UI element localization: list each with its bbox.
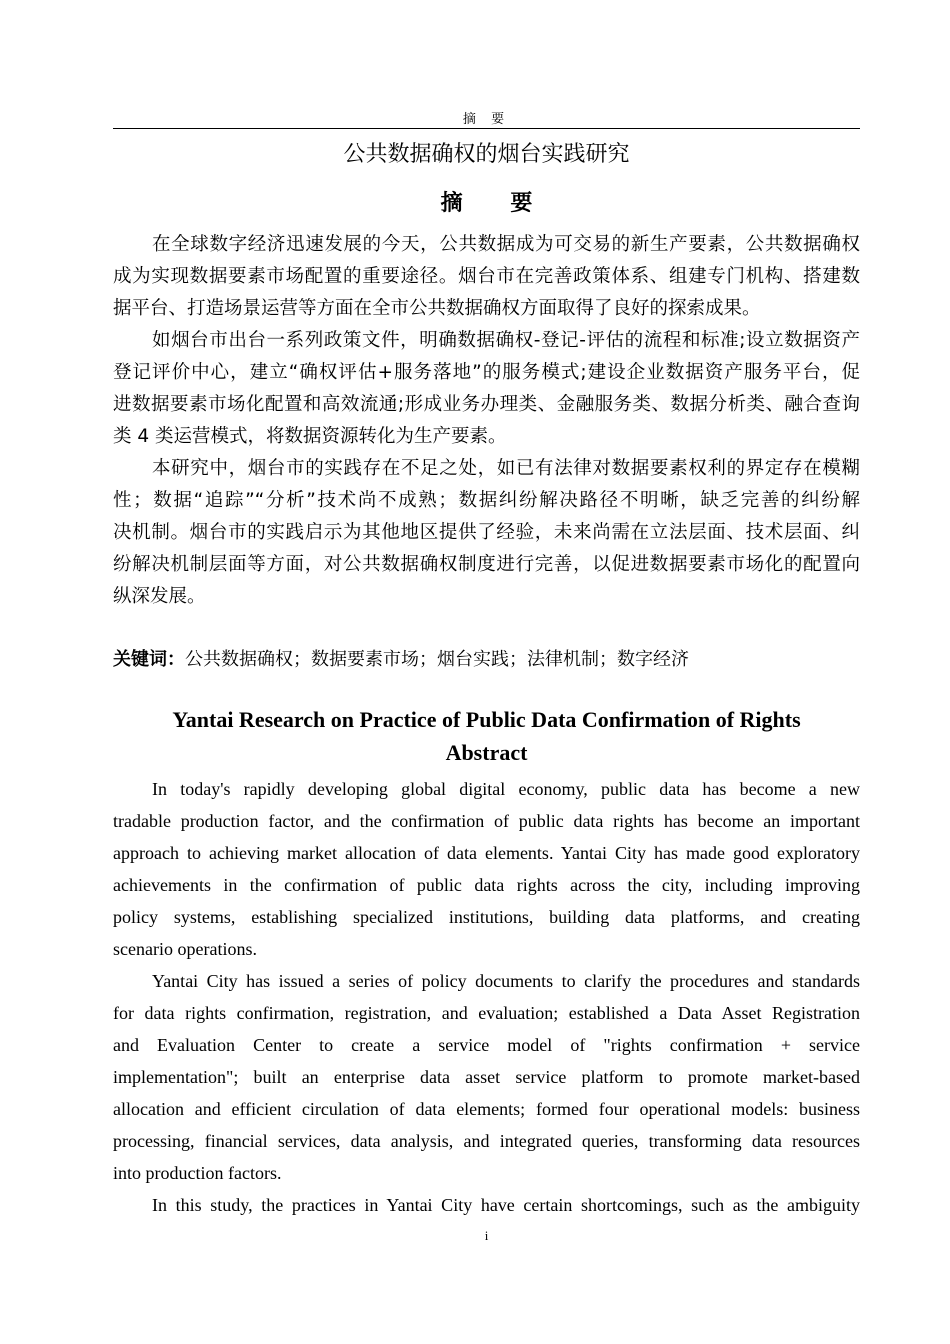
- page-number: i: [484, 1228, 489, 1243]
- paragraph-line: approach to achieving market allocation of data elements. Yantai City has made good exploratory: [113, 843, 860, 863]
- chinese-title: 公共数据确权的烟台实践研究: [343, 142, 630, 167]
- paragraph-line: 在全球数字经济迅速发展的今天，公共数据成为可交易的新生产要素，公共数据确权: [152, 234, 860, 255]
- paragraph-line: 登记评价中心，建立“确权评估+服务落地”的服务模式;建设企业数据资产服务平台，促: [113, 362, 860, 383]
- running-header: 摘 要: [462, 111, 511, 126]
- header-rule: [113, 128, 860, 129]
- paragraph-line: 本研究中，烟台市的实践存在不足之处，如已有法律对数据要素权利的界定存在模糊: [152, 458, 860, 479]
- english-abstract-heading: Abstract: [445, 740, 528, 765]
- paragraph-line: 成为实现数据要素市场配置的重要途径。烟台市在完善政策体系、组建专门机构、搭建数: [113, 266, 860, 287]
- keywords-label: 关键词：: [113, 649, 185, 670]
- paragraph-line: scenario operations.: [113, 939, 257, 959]
- paragraph-line: and Evaluation Center to create a service model of "rights confirmation + service: [113, 1035, 860, 1055]
- paragraph-line: 据平台、打造场景运营等方面在全市公共数据确权方面取得了良好的探索成果。: [113, 298, 761, 319]
- english-title: Yantai Research on Practice of Public Data Confirmation of Rights: [172, 707, 801, 732]
- paragraph-line: processing, financial services, data analysis, and integrated queries, transforming data resources: [113, 1131, 860, 1151]
- paragraph-line: achievements in the confirmation of public data rights across the city, including improving: [113, 875, 860, 895]
- paragraph-line: 纷解决机制层面等方面，对公共数据确权制度进行完善，以促进数据要素市场化的配置向: [113, 554, 860, 575]
- paragraph-line: 决机制。烟台市的实践启示为其他地区提供了经验，未来尚需在立法层面、技术层面、纠: [113, 522, 860, 543]
- paragraph-line: 纵深发展。: [113, 586, 206, 607]
- keywords-text: 公共数据确权；数据要素市场；烟台实践；法律机制；数字经济: [185, 649, 689, 670]
- paragraph-line: 如烟台市出台一系列政策文件，明确数据确权-登记-评估的流程和标准;设立数据资产: [152, 330, 860, 351]
- paragraph-line: for data rights confirmation, registration, and evaluation; established a Data Asset Registration: [113, 1003, 860, 1023]
- paragraph-line: In today's rapidly developing global digital economy, public data has become a new: [152, 779, 860, 799]
- paragraph-line: Yantai City has issued a series of policy documents to clarify the procedures and standards: [152, 971, 860, 991]
- paragraph-line: into production factors.: [113, 1163, 282, 1183]
- paragraph-line: allocation and efficient circulation of data elements; formed four operational models: business: [113, 1099, 860, 1119]
- paragraph-line: 进数据要素市场化配置和高效流通;形成业务办理类、金融服务类、数据分析类、融合查询: [113, 394, 860, 415]
- paragraph-line: 性；数据“追踪”“分析”技术尚不成熟；数据纠纷解决路径不明晰，缺乏完善的纠纷解: [113, 490, 860, 511]
- paragraph-line: implementation"; built an enterprise data asset service platform to promote market-based: [113, 1067, 860, 1087]
- paragraph-line: In this study, the practices in Yantai City have certain shortcomings, such as the ambiguity: [152, 1195, 860, 1215]
- paragraph-line: 类 4 类运营模式，将数据资源转化为生产要素。: [113, 426, 507, 447]
- chinese-abstract-heading: 摘 要: [440, 191, 553, 216]
- paragraph-line: tradable production factor, and the confirmation of public data rights has become an important: [113, 811, 860, 831]
- keywords: [113, 644, 689, 676]
- paragraph-line: policy systems, establishing specialized institutions, building data platforms, and creating: [113, 907, 860, 927]
